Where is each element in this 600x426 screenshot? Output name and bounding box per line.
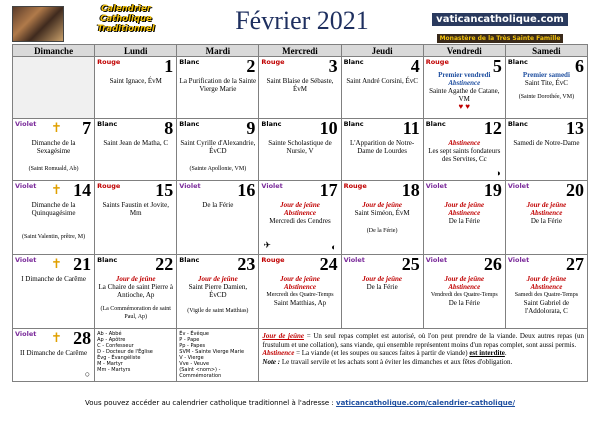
special-day-label: Premier vendredi	[438, 71, 491, 79]
liturgical-color: Violet	[179, 182, 201, 190]
day-cell-4[interactable]	[341, 57, 423, 119]
liturgical-color: Violet	[15, 330, 37, 338]
abstinence-label: Abstinence	[448, 283, 481, 291]
legend-box	[259, 329, 588, 382]
logo-line-3: Traditionnel	[97, 24, 155, 34]
day-number: 22	[155, 254, 174, 274]
week-row-2	[13, 119, 588, 181]
site-subtitle: Monastère de la Très Sainte Famille	[437, 34, 564, 43]
day-cell-25[interactable]	[341, 255, 423, 329]
special-day-label: Premier samedi	[522, 71, 570, 79]
day-number: 4	[410, 56, 420, 76]
day-cell-8[interactable]	[95, 119, 177, 181]
liturgical-color: Violet	[15, 256, 37, 264]
feast-name: De la Férie	[448, 217, 480, 225]
liturgical-color: Violet	[425, 182, 448, 190]
abbr-item: SVM - Sainte Vierge Marie	[179, 349, 245, 355]
legend-fast-label: Jour de jeûne	[262, 332, 304, 340]
liturgical-color: Blanc	[97, 120, 118, 128]
week-row-3	[13, 181, 588, 255]
weekday-wednesday: Mercredi	[259, 45, 341, 57]
liturgical-color: Blanc	[261, 120, 282, 128]
legend-fast	[262, 332, 584, 349]
footer	[12, 399, 588, 407]
legend-abstinence-emph: est interdite	[469, 349, 505, 357]
abbr-item: V - Vierge	[179, 355, 204, 361]
moon-icon: ○	[84, 369, 91, 379]
day-number: 20	[566, 180, 584, 200]
day-number: 9	[246, 118, 256, 138]
abbr-item: P - Pape	[179, 337, 200, 343]
calendar-grid	[12, 44, 588, 382]
liturgical-color: Rouge	[97, 58, 121, 66]
ember-day-label: Mercredi des Quatre-Temps	[266, 292, 334, 298]
abstinence-label: Abstinence	[284, 283, 316, 291]
cross-icon: ✝	[51, 256, 62, 271]
legend-note	[262, 358, 584, 367]
sacred-heart-icon: ♥ ♥	[458, 102, 471, 111]
logo-text	[66, 4, 186, 44]
liturgical-color: Rouge	[343, 182, 367, 190]
day-cell-1[interactable]	[95, 57, 177, 119]
day-cell-7[interactable]	[13, 119, 95, 181]
day-number: 24	[319, 254, 338, 274]
day-number: 2	[246, 56, 256, 76]
saint-name: Saint Jean de Matha, C	[103, 139, 169, 147]
saint-name: Saint Blaise de Sébaste, ÉvM	[266, 77, 334, 93]
feast-name: De la Férie	[366, 283, 398, 291]
saint-name: Sainte Scholastique de Nursie, V	[268, 139, 332, 155]
feast-name: Dimanche de la Sexagésime	[31, 139, 76, 155]
saint-name: Saint Ignace, ÉvM	[109, 77, 162, 85]
day-number: 8	[164, 118, 174, 138]
day-cell-empty	[13, 57, 95, 119]
logo-image	[12, 6, 64, 42]
feast-name: De la Férie	[202, 201, 234, 209]
saint-name: Samedi de Notre-Dame	[513, 139, 580, 147]
abbr-item: Évg - Évangéliste	[97, 355, 141, 361]
day-number: 13	[566, 118, 584, 138]
calendar-header	[12, 4, 588, 44]
day-number: 23	[237, 254, 256, 274]
day-cell-18[interactable]	[341, 181, 423, 255]
commemoration: (Sainte Apollonie, VM)	[189, 166, 247, 172]
day-number: 27	[566, 254, 584, 274]
abstinence-label: Abstinence	[530, 209, 563, 217]
day-number: 16	[237, 180, 256, 200]
weekday-thursday: Jeudi	[341, 45, 423, 57]
abbr-item: C - Confesseur	[97, 343, 134, 349]
liturgical-color: Blanc	[179, 120, 200, 128]
cross-icon: ✝	[51, 330, 62, 345]
fast-day-label: Jour de jeûne	[198, 275, 238, 283]
liturgical-color: Violet	[15, 182, 37, 190]
day-number: 10	[319, 118, 338, 138]
legend-note-text: Le travail servile et les achats sont à éviter les dimanches et aux fêtes d'obligation.	[280, 357, 513, 366]
day-number: 25	[401, 254, 420, 274]
abbreviations-col-2	[177, 329, 259, 382]
fast-day-label: Jour de jeûne	[526, 201, 567, 209]
day-number: 1	[164, 56, 174, 76]
day-number: 15	[155, 180, 174, 200]
saint-name: Saints Faustin et Jovite, Mm	[102, 201, 169, 217]
liturgical-color: Violet	[507, 182, 530, 190]
site-badge[interactable]	[412, 9, 588, 42]
abbreviations-col-1	[95, 329, 177, 382]
day-cell-21[interactable]	[13, 255, 95, 329]
week-row-5	[13, 329, 588, 382]
saint-name: Saint Tite, ÉvC	[524, 79, 568, 87]
site-name[interactable]: vaticancatholique.com	[432, 13, 568, 26]
fast-day-label: Jour de jeûne	[362, 275, 402, 283]
weekday-saturday: Samedi	[505, 45, 587, 57]
commemoration: (Saint Romuald, Ab)	[28, 166, 79, 172]
liturgical-color: Violet	[261, 182, 283, 190]
fast-day-label: Jour de jeûne	[280, 275, 320, 283]
fast-day-label: Jour de jeûne	[280, 201, 320, 209]
footer-text: Vous pouvez accéder au calendrier catholique traditionnel à l'adresse :	[84, 399, 337, 407]
day-cell-6[interactable]	[505, 57, 587, 119]
liturgical-color: Violet	[507, 256, 530, 264]
moon-icon: ◑	[495, 168, 501, 178]
weekday-header-row	[13, 45, 588, 57]
abstinence-label: Abstinence	[530, 283, 563, 291]
abstinence-label: Abstinence	[448, 139, 481, 147]
day-number: 7	[82, 118, 92, 138]
plane-icon: ✈	[263, 240, 271, 250]
fast-day-label: Jour de jeûne	[526, 275, 567, 283]
day-number: 3	[328, 56, 338, 76]
abbr-item: Ap - Apôtre	[97, 337, 126, 343]
day-cell-15[interactable]	[95, 181, 177, 255]
liturgical-color: Violet	[425, 256, 448, 264]
day-cell-13[interactable]	[505, 119, 587, 181]
weekday-friday: Vendredi	[423, 45, 505, 57]
abbr-item: Év - Évêque	[179, 331, 209, 337]
day-number: 21	[73, 254, 92, 274]
abbr-item: D - Docteur de l'Église	[97, 349, 153, 355]
cross-icon: ✝	[51, 120, 62, 135]
abstinence-label: Abstinence	[448, 79, 481, 87]
ember-day-label: Samedi des Quatre-Temps	[514, 292, 579, 298]
liturgical-color: Blanc	[179, 58, 200, 66]
legend-abstinence-label: Abstinence	[262, 349, 295, 357]
week-row-4	[13, 255, 588, 329]
abbr-item: Vve - Veuve	[179, 361, 210, 367]
legend-abstinence-text: = La viande (et les soupes ou sauces faites à partir de viande)	[294, 349, 470, 357]
commemoration: (De la Férie)	[366, 228, 398, 234]
liturgical-color: Rouge	[425, 58, 449, 66]
liturgical-color: Violet	[343, 256, 365, 264]
liturgical-color: Rouge	[97, 182, 121, 190]
liturgical-color: Blanc	[507, 58, 528, 66]
saint-name: Saint Cyrille d'Alexandrie, ÉvCD	[180, 139, 256, 155]
commemoration: (Sainte Dorothée, VM)	[518, 94, 575, 100]
fast-day-label: Jour de jeûne	[444, 201, 485, 209]
logo-line-1: Calendrier	[101, 4, 151, 14]
cross-icon: ✝	[51, 182, 62, 197]
day-cell-24[interactable]	[259, 255, 341, 329]
saint-name: La Chaire de saint Pierre à Antioche, Ap	[98, 283, 173, 299]
day-cell-26[interactable]	[423, 255, 505, 329]
day-cell-16[interactable]	[177, 181, 259, 255]
feast-name: De la Férie	[530, 217, 562, 225]
day-cell-28[interactable]	[13, 329, 95, 382]
liturgical-color: Blanc	[343, 58, 364, 66]
day-number: 14	[73, 180, 92, 200]
liturgical-color: Blanc	[425, 120, 446, 128]
fast-day-label: Jour de jeûne	[115, 275, 156, 283]
day-cell-5[interactable]	[423, 57, 505, 119]
liturgical-color: Blanc	[97, 256, 118, 264]
liturgical-color: Blanc	[507, 120, 528, 128]
weekday-tuesday: Mardi	[177, 45, 259, 57]
day-cell-20[interactable]	[505, 181, 587, 255]
day-cell-23[interactable]	[177, 255, 259, 329]
saint-name: L'Apparition de Notre-Dame de Lourdes	[350, 139, 415, 155]
weekday-monday: Lundi	[95, 45, 177, 57]
day-cell-27[interactable]	[505, 255, 587, 329]
abstinence-label: Abstinence	[284, 209, 316, 217]
commemoration: (Saint Valentin, prêtre, M)	[22, 234, 86, 240]
day-cell-19[interactable]	[423, 181, 505, 255]
feast-name: De la Férie	[448, 299, 480, 307]
legend-note-label: Note :	[262, 357, 281, 366]
logo-line-2: Catholique	[100, 14, 152, 24]
saint-name: Saint Siméon, ÉvM	[354, 209, 410, 217]
saint-name: Saint André Corsini, ÉvC	[346, 77, 418, 85]
day-cell-3[interactable]	[259, 57, 341, 119]
legend-fast-text: = Un seul repas complet est autorisé, où l'on peut prendre de la viande. Deux autres repas (un frustulum et une collation), sans viande, qui ensemble représentent moins d'un repas complet, sont aussi permis.	[262, 332, 585, 349]
footer-link[interactable]: vaticancatholique.com/calendrier-catholique/	[336, 399, 516, 407]
ember-day-label: Vendredi des Quatre-Temps	[430, 292, 498, 298]
saint-name: Saint Gabriel de l'Addolorata, C	[523, 299, 570, 315]
day-cell-10[interactable]	[259, 119, 341, 181]
day-number: 19	[483, 180, 502, 200]
day-cell-2[interactable]	[177, 57, 259, 119]
abbr-item: M - Martyr	[97, 361, 123, 367]
abbr-item: (Saint <nom>) - Commémoration	[179, 367, 222, 379]
saint-name: Saint Matthias, Ap	[273, 299, 327, 307]
day-number: 11	[402, 118, 420, 138]
day-number: 5	[492, 56, 502, 76]
abbr-item: Mm - Martyrs	[97, 367, 131, 373]
weekday-sunday: Dimanche	[13, 45, 95, 57]
page-title: Février 2021	[235, 6, 369, 35]
day-number: 28	[73, 328, 92, 348]
day-cell-9[interactable]	[177, 119, 259, 181]
day-cell-14[interactable]	[13, 181, 95, 255]
saint-name: Sainte Agathe de Catane, VM	[429, 87, 500, 103]
liturgical-color: Rouge	[261, 58, 285, 66]
fast-day-label: Jour de jeûne	[444, 275, 485, 283]
day-number: 17	[319, 180, 338, 200]
day-cell-12[interactable]	[423, 119, 505, 181]
liturgical-color: Rouge	[261, 256, 285, 264]
liturgical-color: Blanc	[179, 256, 200, 264]
abbr-item: Pp - Papes	[179, 343, 206, 349]
feast-name: Mercredi des Cendres	[269, 217, 331, 225]
day-number: 6	[575, 56, 584, 76]
feast-name: I Dimanche de Carême	[21, 275, 86, 283]
feast-name: Dimanche de la Quinquagésime	[31, 201, 76, 217]
saint-name: La Purification de la Sainte Vierge Marie	[179, 77, 257, 93]
abbr-item: Ab - Abbé	[97, 331, 122, 337]
day-number: 26	[483, 254, 502, 274]
commemoration: (Vigile de saint Matthias)	[187, 308, 249, 314]
liturgical-color: Blanc	[343, 120, 364, 128]
feast-name: II Dimanche de Carême	[20, 349, 88, 357]
legend-abstinence: Abstinence = La viande (et les soupes ou sauces faites à partir de viande) est interdite.	[262, 349, 507, 357]
day-number: 18	[401, 180, 420, 200]
abstinence-label: Abstinence	[448, 209, 481, 217]
saint-name: Les sept saints fondateurs des Servites, Cc	[428, 147, 501, 163]
day-cell-17[interactable]	[259, 181, 341, 255]
commemoration: (La Commémoration de saint Paul, Ap)	[100, 306, 171, 320]
liturgical-color: Violet	[15, 120, 37, 128]
fast-day-label: Jour de jeûne	[362, 201, 402, 209]
day-cell-22[interactable]	[95, 255, 177, 329]
day-cell-11[interactable]	[341, 119, 423, 181]
day-number: 12	[483, 118, 502, 138]
moon-icon: ◐	[331, 242, 337, 252]
saint-name: Saint Pierre Damien, ÉvCD	[188, 283, 248, 299]
week-row-1	[13, 57, 588, 119]
